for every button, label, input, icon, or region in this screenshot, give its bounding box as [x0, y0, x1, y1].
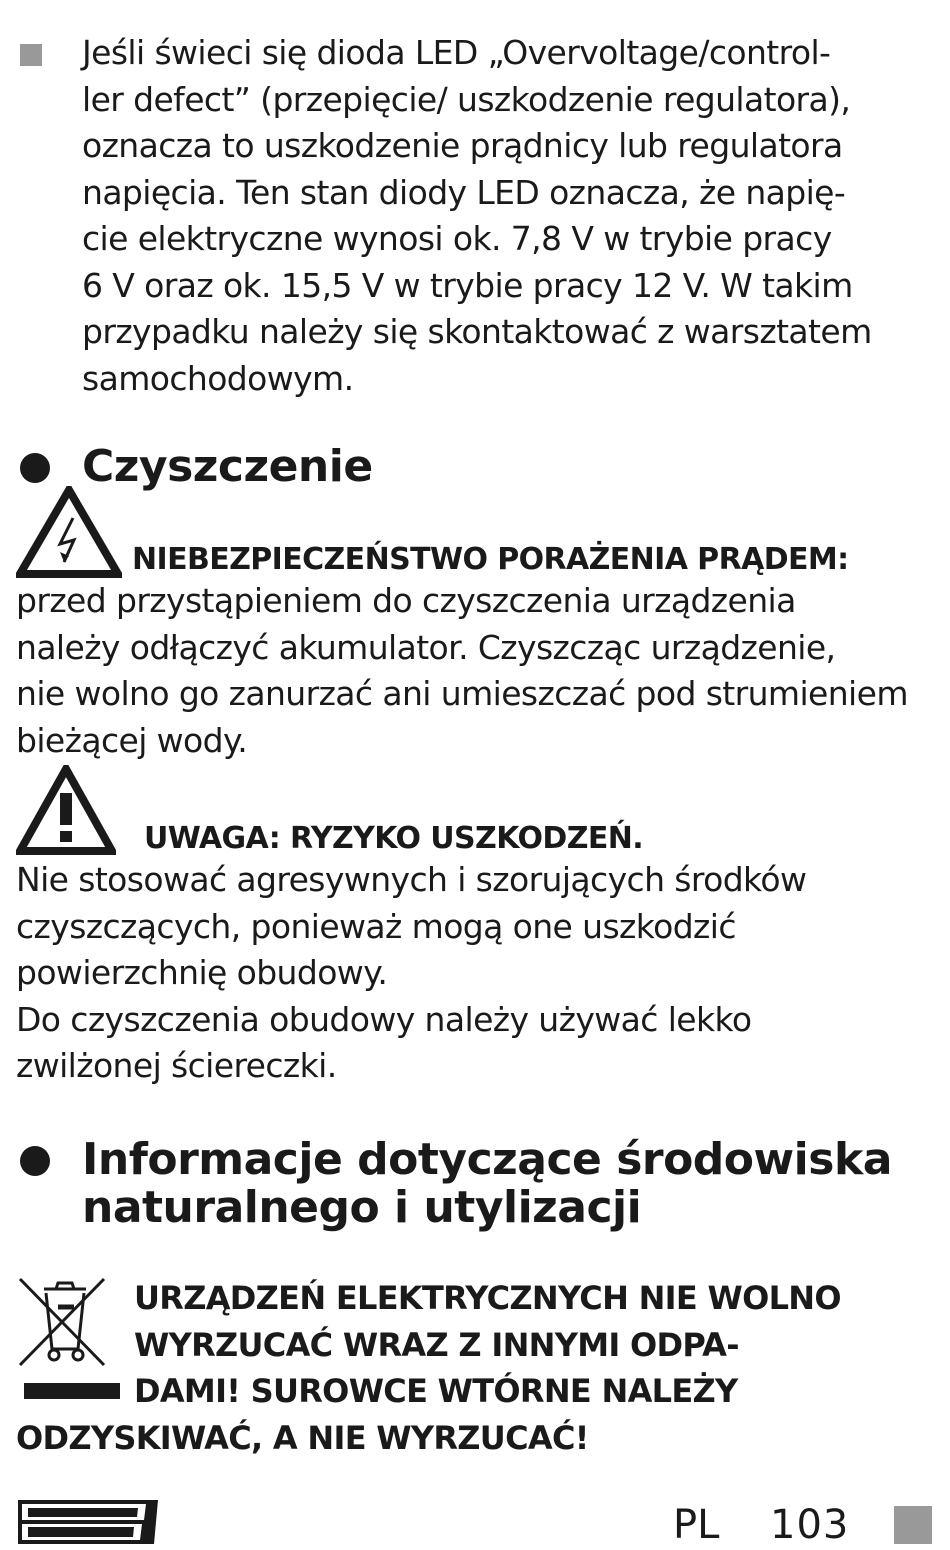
text-line: bieżącej wody.: [16, 720, 248, 760]
warning-header: [16, 486, 941, 576]
text-line: DAMI! SUROWCE WTÓRNE NALEŻY: [134, 1372, 738, 1410]
electric-shock-warning-icon: [16, 486, 122, 582]
disposal-text: [16, 1275, 941, 1461]
black-bar-marker: [24, 1383, 120, 1399]
danger-label: NIEBEZPIECZEŃSTWO PORAŻENIA PRĄDEM:: [132, 542, 849, 577]
danger-text: [16, 578, 941, 764]
cleaning-heading: [18, 443, 938, 491]
text-line: zwilżonej ściereczki.: [16, 1046, 337, 1085]
text-line: oznacza to uszkodzenie prądnicy lub regulatora: [82, 126, 843, 165]
damage-risk-caution: [16, 765, 941, 1090]
environment-heading-line: naturalnego i utylizacji: [82, 1182, 642, 1233]
text-line: samochodowym.: [82, 358, 354, 398]
text-line: URZĄDZEŃ ELEKTRYCZNYCH NIE WOLNO: [134, 1279, 841, 1317]
text-line: należy odłączyć akumulator. Czyszcząc urządzenie,: [16, 627, 836, 667]
round-bullet-marker: [20, 1146, 50, 1176]
text-line: nie wolno go zanurzać ani umieszczać pod strumieniem: [16, 674, 908, 713]
exclamation-warning-icon: [16, 765, 116, 859]
text-line: ler defect” (przepięcie/ uszkodzenie regulatora),: [82, 79, 851, 119]
cleaning-heading-text: Czyszczenie: [82, 441, 373, 492]
text-line: czyszczących, ponieważ mogą one uszkodzić: [16, 906, 736, 946]
text-line: 6 V oraz ok. 15,5 V w trybie pracy 12 V. W takim: [82, 265, 853, 305]
text-line: napięcia. Ten stan diody LED oznacza, że napię-: [82, 172, 846, 212]
text-line: Nie stosować agresywnych i szorujących środków: [16, 860, 807, 899]
text-line: ODZYSKIWAĆ, A NIE WYRZUCAĆ!: [16, 1418, 589, 1457]
text-line: Jeśli świeci się dioda LED „Overvoltage/control-: [82, 33, 831, 72]
text-line: powierzchnię obudowy.: [16, 953, 388, 992]
environment-heading: [18, 1136, 938, 1232]
page-edge-marker: [894, 1506, 932, 1544]
language-code: PL: [673, 1502, 720, 1548]
text-line: Do czyszczenia obudowy należy używać lekko: [16, 999, 752, 1039]
disposal-notice: [16, 1275, 941, 1461]
electric-shock-warning: [16, 486, 941, 764]
text-line: cie elektryczne wynosi ok. 7,8 V w trybie pracy: [82, 219, 832, 258]
caution-text: [16, 857, 941, 1090]
text-line: przed przystąpieniem do czyszczenia urządzenia: [16, 581, 796, 620]
ultimate-speed-logo: [18, 1500, 158, 1548]
warning-header: [16, 765, 941, 855]
text-line: przypadku należy się skontaktować z warsztatem: [82, 312, 872, 351]
environment-heading-line: Informacje dotyczące środowiska: [82, 1134, 892, 1185]
led-overvoltage-bullet: [18, 30, 938, 402]
text-line: WYRZUCAĆ WRAZ Z INNYMI ODPA-: [134, 1325, 739, 1364]
page-number: 103: [770, 1502, 850, 1548]
bullet-paragraph: [82, 30, 942, 402]
crossed-out-wheelie-bin-icon: [16, 1275, 112, 1375]
round-bullet-marker: [20, 453, 50, 483]
caution-label: UWAGA: RYZYKO USZKODZEŃ.: [144, 821, 644, 856]
square-bullet-marker: [20, 44, 42, 66]
